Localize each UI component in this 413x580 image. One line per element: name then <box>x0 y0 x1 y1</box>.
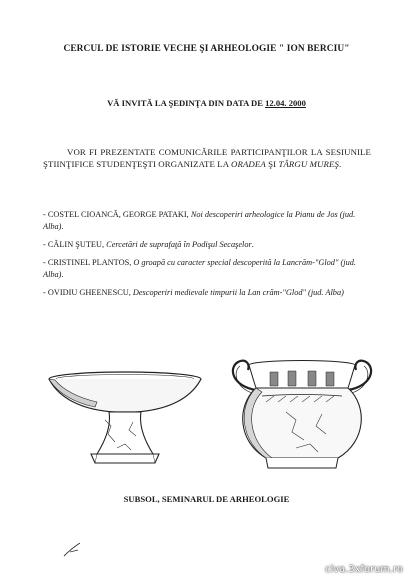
intro-end: . <box>338 159 342 169</box>
presentation-title: O groapă cu caracter special descoperită la Lancrăm-"Glod" (jud. Alba) <box>43 258 356 279</box>
invitation-line <box>0 98 413 108</box>
intro-text: VOR FI PREZENTATE COMUNICĂRILE PARTICIPANŢILOR LA SESIUNILE ŞTIINŢIFICE STUDENŢEŞTI ORGANIZATE LA <box>43 147 371 169</box>
handled-vessel-drawing <box>226 350 378 478</box>
presentation-item <box>43 287 373 299</box>
presentation-list <box>43 209 373 305</box>
intro-city-targu-mures: TÂRGU MUREŞ <box>278 159 339 169</box>
presentation-item <box>43 257 373 281</box>
document-title: CERCUL DE ISTORIE VECHE ŞI ARHEOLOGIE " ION BERCIU" <box>63 44 350 54</box>
presentation-title: Cercetări de suprafaţă în Podişul Secaşelor <box>106 240 252 249</box>
presentation-end: . <box>61 222 64 231</box>
presentation-item <box>43 239 373 251</box>
invitation-text: VĂ INVITĂ LA ŞEDINŢA DIN DATA DE <box>107 98 266 108</box>
handwritten-mark <box>62 540 86 560</box>
presentation-authors: - CRISTINEL PLANTOS, <box>43 258 134 267</box>
intro-city-oradea: ORADEA <box>231 159 266 169</box>
intro-connector: ŞI <box>265 159 279 169</box>
presentation-end: . <box>61 270 64 279</box>
presentation-item <box>43 209 373 233</box>
presentation-authors: - COSTEL CIOANCĂ, GEORGE PATAKI, <box>43 210 191 219</box>
watermark-text: civa.3xforum.ro <box>325 564 403 575</box>
presentation-authors: - OVIDIU GHEENESCU, <box>43 288 133 297</box>
intro-paragraph <box>43 146 371 170</box>
footer-location: SUBSOL, SEMINARUL DE ARHEOLOGIE <box>123 494 290 504</box>
pedestal-bowl-drawing <box>45 362 205 470</box>
presentation-end: . <box>251 240 254 249</box>
meeting-date: 12.04. 2000 <box>265 98 306 108</box>
presentation-authors: - CĂLIN ŞUTEU, <box>43 240 107 249</box>
presentation-title: Noi descoperiri arheologice la Pianu de Jos (jud. Alba) <box>43 210 356 231</box>
presentation-title: Descoperiri medievale timpurii la Lan crăm-"Glod" (jud. Alba) <box>132 288 344 297</box>
